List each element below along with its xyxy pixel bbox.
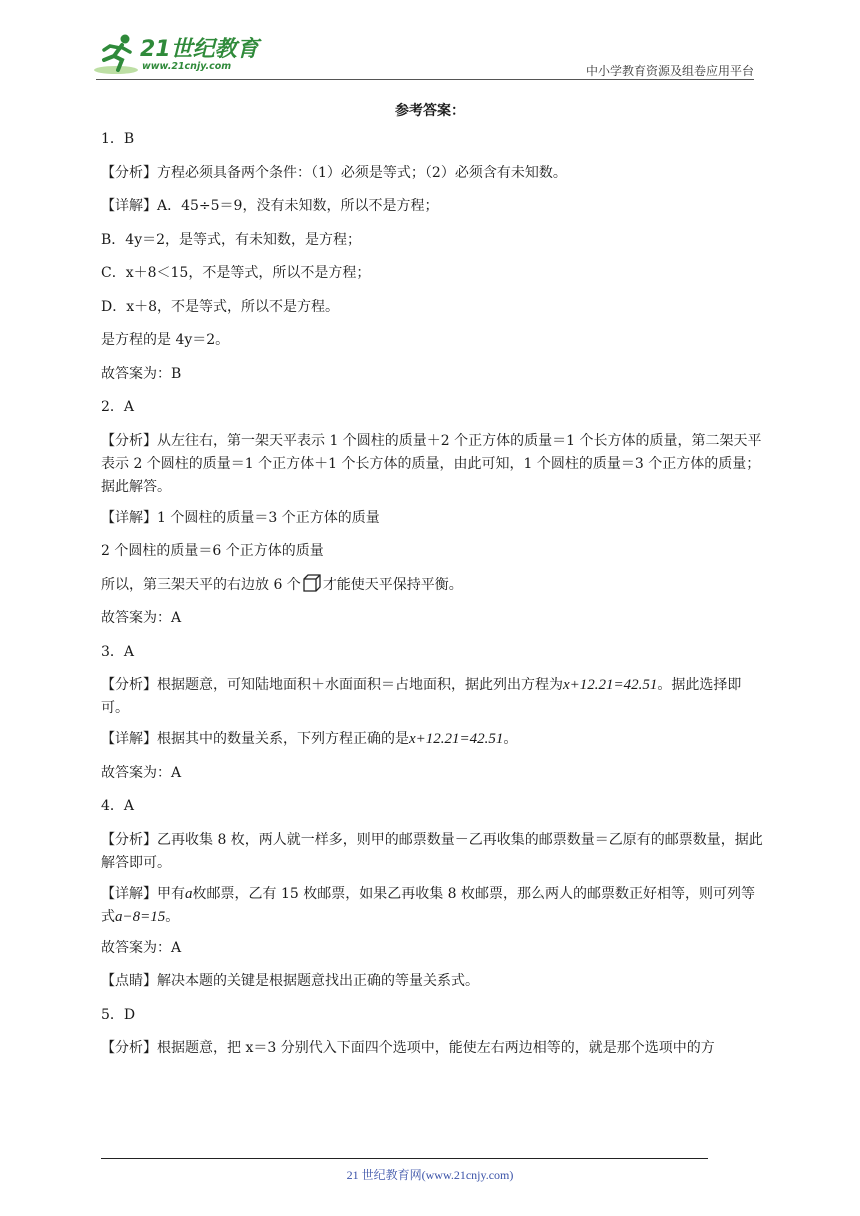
logo <box>92 30 262 80</box>
q1-analysis: 【分析】方程必须具备两个条件：（1）必须是等式；（2）必须含有未知数。 <box>101 164 567 181</box>
answer-title: 参考答案： <box>395 103 465 119</box>
q3-analysis-text: 【分析】根据题意，可知陆地面积＋水面面积＝占地面积，据此列出方程为 <box>101 677 563 693</box>
q3-detail <box>101 728 765 751</box>
logo-brand: 21世纪教育 <box>140 37 259 62</box>
q1-detail-c: C．x＋8＜15，不是等式，所以不是方程； <box>101 265 371 281</box>
q2-analysis: 【分析】从左往右，第一架天平表示 1 个圆柱的质量＋2 个正方体的质量＝1 个长方体的质量，第二架天平表示 2 个圆柱的质量＝1 个正方体＋1 个长方体的质量，由此可知，1 个圆柱的质量＝3 个正方体的质量；据此解答。 <box>101 432 762 495</box>
q1-answer: 1．B <box>101 131 135 147</box>
logo-url: www.21cnjy.com <box>142 61 232 72</box>
q3-detail-equation: x+12.21=42.51 <box>409 731 504 747</box>
page-footer: 21 世纪教育网(www.21cnjy.com) <box>346 1168 514 1182</box>
q5-answer: 5．D <box>101 1006 136 1023</box>
platform-name: 中小学教育资源及组卷应用平台 <box>585 64 754 78</box>
q3-analysis-tail: 。据此选择即可。 <box>101 677 742 716</box>
q1-final: 故答案为：B <box>101 365 182 382</box>
q2-answer: 2．A <box>101 399 135 415</box>
q2-detail-3-text: 所以，第三架天平的右边放 6 个 <box>101 576 301 593</box>
q1-detail-b: B．4y＝2，是等式，有未知数，是方程； <box>101 231 362 248</box>
answer-content <box>101 128 765 1071</box>
q2-detail-2: 2 个圆柱的质量＝6 个正方体的质量 <box>101 542 324 559</box>
q1-detail-d: D．x＋8，不是等式，所以不是方程。 <box>101 298 340 315</box>
q3-final: 故答案为：A <box>101 764 182 781</box>
header-divider <box>96 79 754 80</box>
q2-detail-1: 【详解】1 个圆柱的质量＝3 个正方体的质量 <box>101 509 380 526</box>
footer-divider <box>101 1158 708 1159</box>
q3-analysis <box>101 674 765 720</box>
q4-answer: 4．A <box>101 798 135 814</box>
q4-variable: a <box>185 885 193 902</box>
q4-equation: a−8=15 <box>115 908 166 925</box>
q4-final: 故答案为：A <box>101 939 182 956</box>
q4-detail-mid: 枚邮票，乙有 15 枚邮票，如果乙再收集 8 枚邮票，那么两人的邮票数正好相等，则可列等式 <box>101 885 756 925</box>
q4-detail-text: 【详解】甲有 <box>101 885 185 902</box>
q3-equation: x+12.21=42.51 <box>563 677 658 693</box>
q4-detail <box>101 883 765 929</box>
q3-detail-tail: 。 <box>503 731 518 747</box>
q1-conclusion: 是方程的是 4y＝2。 <box>101 332 230 348</box>
q4-detail-tail: 。 <box>165 908 180 925</box>
q3-detail-text: 【详解】根据其中的数量关系，下列方程正确的是 <box>101 731 409 747</box>
q2-final: 故答案为：A <box>101 610 182 626</box>
q2-detail-3 <box>101 573 765 597</box>
q4-analysis: 【分析】乙再收集 8 枚，两人就一样多，则甲的邮票数量－乙再收集的邮票数量＝乙原有的邮票数量，据此解答即可。 <box>101 831 763 871</box>
q1-detail-a: 【详解】A．45÷5＝9，没有未知数，所以不是方程； <box>101 198 439 214</box>
cube-icon <box>302 573 322 593</box>
q4-comment: 【点睛】解决本题的关键是根据题意找出正确的等量关系式。 <box>101 973 479 989</box>
q3-answer: 3．A <box>101 643 135 660</box>
runner-logo-icon <box>92 30 142 78</box>
page-header <box>0 0 860 90</box>
q5-analysis: 【分析】根据题意，把 x＝3 分别代入下面四个选项中，能使左右两边相等的，就是那个选项中的方 <box>101 1040 715 1056</box>
q2-detail-3-tail: 才能使天平保持平衡。 <box>322 576 463 593</box>
